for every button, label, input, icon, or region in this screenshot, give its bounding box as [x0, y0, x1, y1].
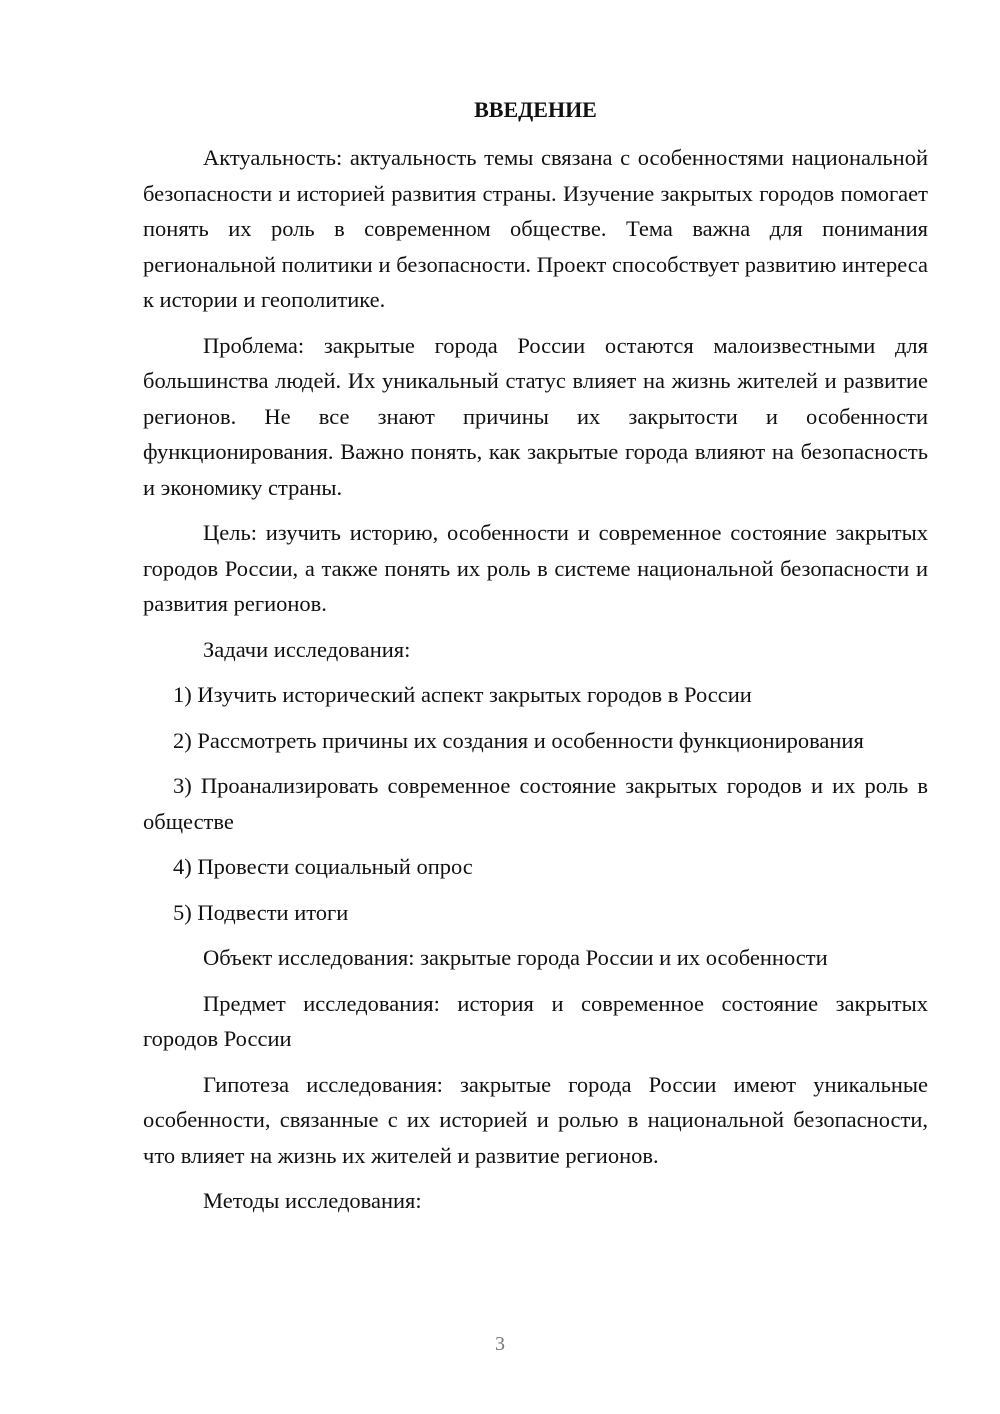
- paragraph-goal: Цель: изучить историю, особенности и современное состояние закрытых городов России, а также понять их роль в системе национальной безопасности и развития регионов.: [143, 520, 928, 616]
- paragraph-subject: Предмет исследования: история и современное состояние закрытых городов России: [143, 990, 928, 1051]
- page-number: 3: [495, 1333, 505, 1355]
- task-item-2: 2) Рассмотреть причины их создания и особенности функционирования: [173, 727, 864, 753]
- paragraph-hypothesis: Гипотеза исследования: закрытые города России имеют уникальные особенности, связанные с их историей и ролью в национальной безопасности, что влияет на жизнь их жителей и развитие регионов.: [143, 1071, 928, 1168]
- paragraph-problem: Проблема: закрытые города России остаются малоизвестными для большинства людей. Их уникальный статус влияет на жизнь жителей и развитие регионов. Не все знают причины их закрытости и особенности функционирования. Важно понять, как закрытые города влияют на безопасность и экономику страны.: [143, 332, 928, 500]
- task-item-4: 4) Провести социальный опрос: [173, 854, 473, 879]
- paragraph-tasks-heading: Задачи исследования:: [203, 636, 411, 662]
- paragraph-object: Объект исследования: закрытые города России и их особенности: [203, 945, 828, 970]
- task-item-5: 5) Подвести итоги: [173, 899, 349, 925]
- task-item-3: 3) Проанализировать современное состояние закрытых городов и их роль в обществе: [143, 773, 928, 834]
- paragraph-methods: Методы исследования:: [203, 1188, 422, 1213]
- paragraph-relevance: Актуальность: актуальность темы связана с особенностями национальной безопасности и историей развития страны. Изучение закрытых городов помогает понять их роль в современном обществе. Тема важна для понимания региональной политики и безопасности. Проект способствует развитию интереса к истории и геополитике.: [143, 145, 928, 312]
- section-title: ВВЕДЕНИЕ: [474, 97, 597, 122]
- page-content: [143, 95, 928, 1229]
- task-item-1: 1) Изучить исторический аспект закрытых городов в России: [173, 682, 752, 707]
